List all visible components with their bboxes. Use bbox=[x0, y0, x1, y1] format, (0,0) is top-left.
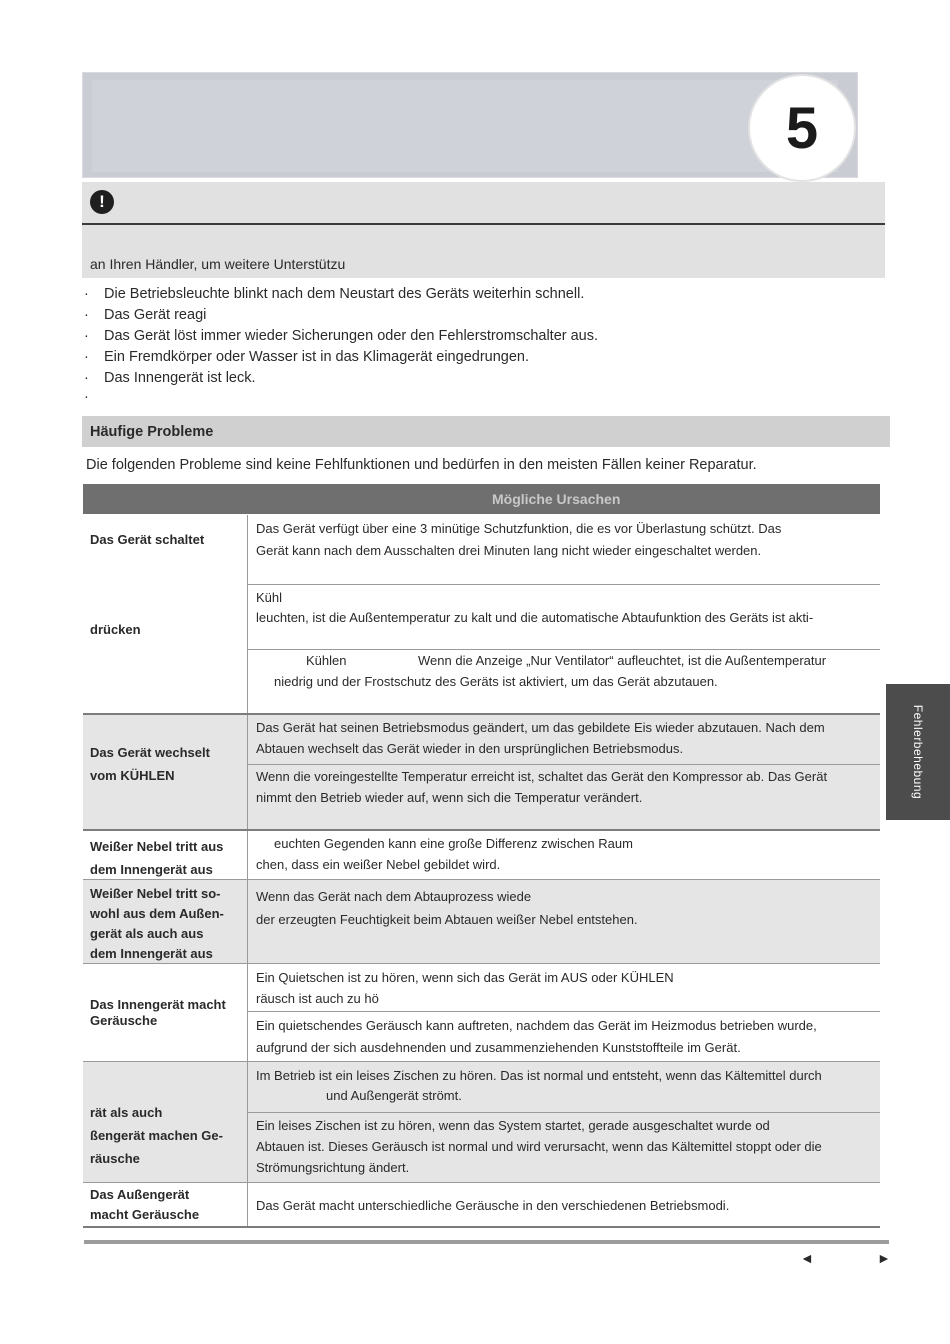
cause-text: Gerät kann nach dem Ausschalten drei Minuten lang nicht wieder eingeschaltet werden. bbox=[256, 543, 762, 558]
table-column-divider bbox=[247, 515, 248, 1227]
cause-text: Wenn die voreingestellte Temperatur erreicht ist, schaltet das Gerät den Kompressor ab. Das Gerät bbox=[256, 769, 828, 784]
cause-text: Abtauen ist. Dieses Geräusch ist normal und wird verursacht, wenn das Kältemittel stoppt oder die bbox=[256, 1139, 822, 1154]
cause-text: Ein quietschendes Geräusch kann auftreten, nachdem das Gerät im Heizmodus betrieben wurde, bbox=[256, 1018, 817, 1033]
cause-text: Wenn das Gerät nach dem Abtauprozess wiede bbox=[256, 889, 532, 904]
cause-text: räusch ist auch zu hö bbox=[256, 991, 379, 1006]
table-rule bbox=[248, 1112, 880, 1113]
cause-text: und Außengerät strömt. bbox=[326, 1088, 462, 1103]
problem-label: Das Außengerät macht Geräusche bbox=[90, 1187, 200, 1222]
cause-text: Ein leises Zischen ist zu hören, wenn das System startet, gerade ausgeschaltet wurde od bbox=[256, 1118, 770, 1133]
problem-label: Das Gerät schaltet bbox=[90, 532, 205, 547]
table-rule bbox=[83, 1182, 880, 1183]
table-rule bbox=[83, 1226, 880, 1228]
footer-rule bbox=[84, 1240, 889, 1244]
cause-text: Wenn die Anzeige „Nur Ventilator“ aufleuchtet, ist die Außentemperatur bbox=[418, 653, 827, 668]
cause-text: leuchten, ist die Außentemperatur zu kalt und die automatische Abtaufunktion des Geräts ist akti- bbox=[256, 610, 814, 625]
table-header bbox=[83, 484, 880, 514]
list-item: · Das Innengerät ist leck. bbox=[84, 370, 256, 386]
problem-label: Weißer Nebel tritt so- wohl aus dem Außen- gerät als auch aus dem Innengerät aus bbox=[90, 886, 224, 961]
chapter-banner-inner bbox=[92, 80, 838, 172]
cause-text: der erzeugten Feuchtigkeit beim Abtauen weißer Nebel entstehen. bbox=[256, 912, 638, 927]
list-item: · Das Gerät reagi bbox=[84, 307, 207, 323]
list-item: · Das Gerät löst immer wieder Sicherungen oder den Fehlerstromschalter aus. bbox=[84, 328, 599, 344]
problem-label: Das Innengerät macht Geräusche bbox=[90, 997, 226, 1028]
section-intro: Die folgenden Probleme sind keine Fehlfunktionen und bedürfen in den meisten Fällen keiner Reparatur. bbox=[86, 457, 757, 473]
cause-text: Kühl bbox=[256, 590, 283, 605]
cause-text: niedrig und der Frostschutz des Geräts ist aktiviert, um das Gerät abzutauen. bbox=[274, 674, 718, 689]
chapter-number: 5 bbox=[785, 95, 819, 161]
next-page-icon[interactable]: ► bbox=[877, 1250, 891, 1266]
problem-label: Das Gerät wechselt vom KÜHLEN bbox=[90, 745, 210, 783]
cause-text: euchten Gegenden kann eine große Differenz zwischen Raum bbox=[274, 836, 633, 851]
cause-text: nimmt den Betrieb wieder auf, wenn sich die Temperatur verändert. bbox=[256, 790, 643, 805]
cause-text: Das Gerät verfügt über eine 3 minütige Schutzfunktion, die es vor Überlastung schützt. Das bbox=[256, 521, 782, 536]
table-rule bbox=[248, 649, 880, 650]
problem-label: rät als auch ßengerät machen Ge- räusche bbox=[90, 1105, 223, 1166]
cause-text: chen, dass ein weißer Nebel gebildet wird. bbox=[256, 857, 501, 872]
chapter-number-badge bbox=[748, 74, 856, 182]
cause-text: Das Gerät macht unterschiedliche Geräusche in den verschiedenen Betriebsmodi. bbox=[256, 1198, 730, 1213]
table-rule bbox=[248, 1011, 880, 1012]
cause-text: Abtauen wechselt das Gerät wieder in den ursprünglichen Betriebsmodus. bbox=[256, 741, 684, 756]
caution-divider bbox=[82, 223, 885, 225]
cause-text: Das Gerät hat seinen Betriebsmodus geändert, um das gebildete Eis wieder abzutauen. Nach dem bbox=[256, 720, 825, 735]
caution-text: an Ihren Händler, um weitere Unterstützu bbox=[90, 256, 346, 272]
table-rule bbox=[83, 1061, 880, 1062]
cause-text: aufgrund der sich ausdehnenden und zusammenziehenden Kunststoffteile im Gerät. bbox=[256, 1040, 741, 1055]
side-tab-label: Fehlerbehebung bbox=[911, 704, 925, 800]
table-rule bbox=[248, 764, 880, 765]
table-rule bbox=[83, 829, 880, 831]
cause-text: Kühlen bbox=[306, 653, 347, 668]
cause-text: Strömungsrichtung ändert. bbox=[256, 1160, 410, 1175]
list-item: · bbox=[84, 389, 89, 405]
problem-label: Weißer Nebel tritt aus dem Innengerät aus bbox=[90, 839, 224, 877]
exclamation-icon: ! bbox=[90, 190, 114, 214]
list-item: · Die Betriebsleuchte blinkt nach dem Neustart des Geräts weiterhin schnell. bbox=[84, 286, 585, 302]
cause-text: Im Betrieb ist ein leises Zischen zu hören. Das ist normal und entsteht, wenn das Kältemittel durch bbox=[256, 1068, 822, 1083]
problem-label: drücken bbox=[90, 622, 141, 637]
table-rule bbox=[83, 713, 880, 715]
list-item: · Ein Fremdkörper oder Wasser ist in das Klimagerät eingedrungen. bbox=[84, 349, 529, 365]
section-title: Häufige Probleme bbox=[90, 424, 214, 440]
cause-text: Ein Quietschen ist zu hören, wenn sich das Gerät im AUS oder KÜHLEN bbox=[256, 970, 674, 985]
table-rule bbox=[248, 584, 880, 585]
table-header-causes: Mögliche Ursachen bbox=[492, 491, 621, 507]
prev-page-icon[interactable]: ◄ bbox=[800, 1250, 814, 1266]
